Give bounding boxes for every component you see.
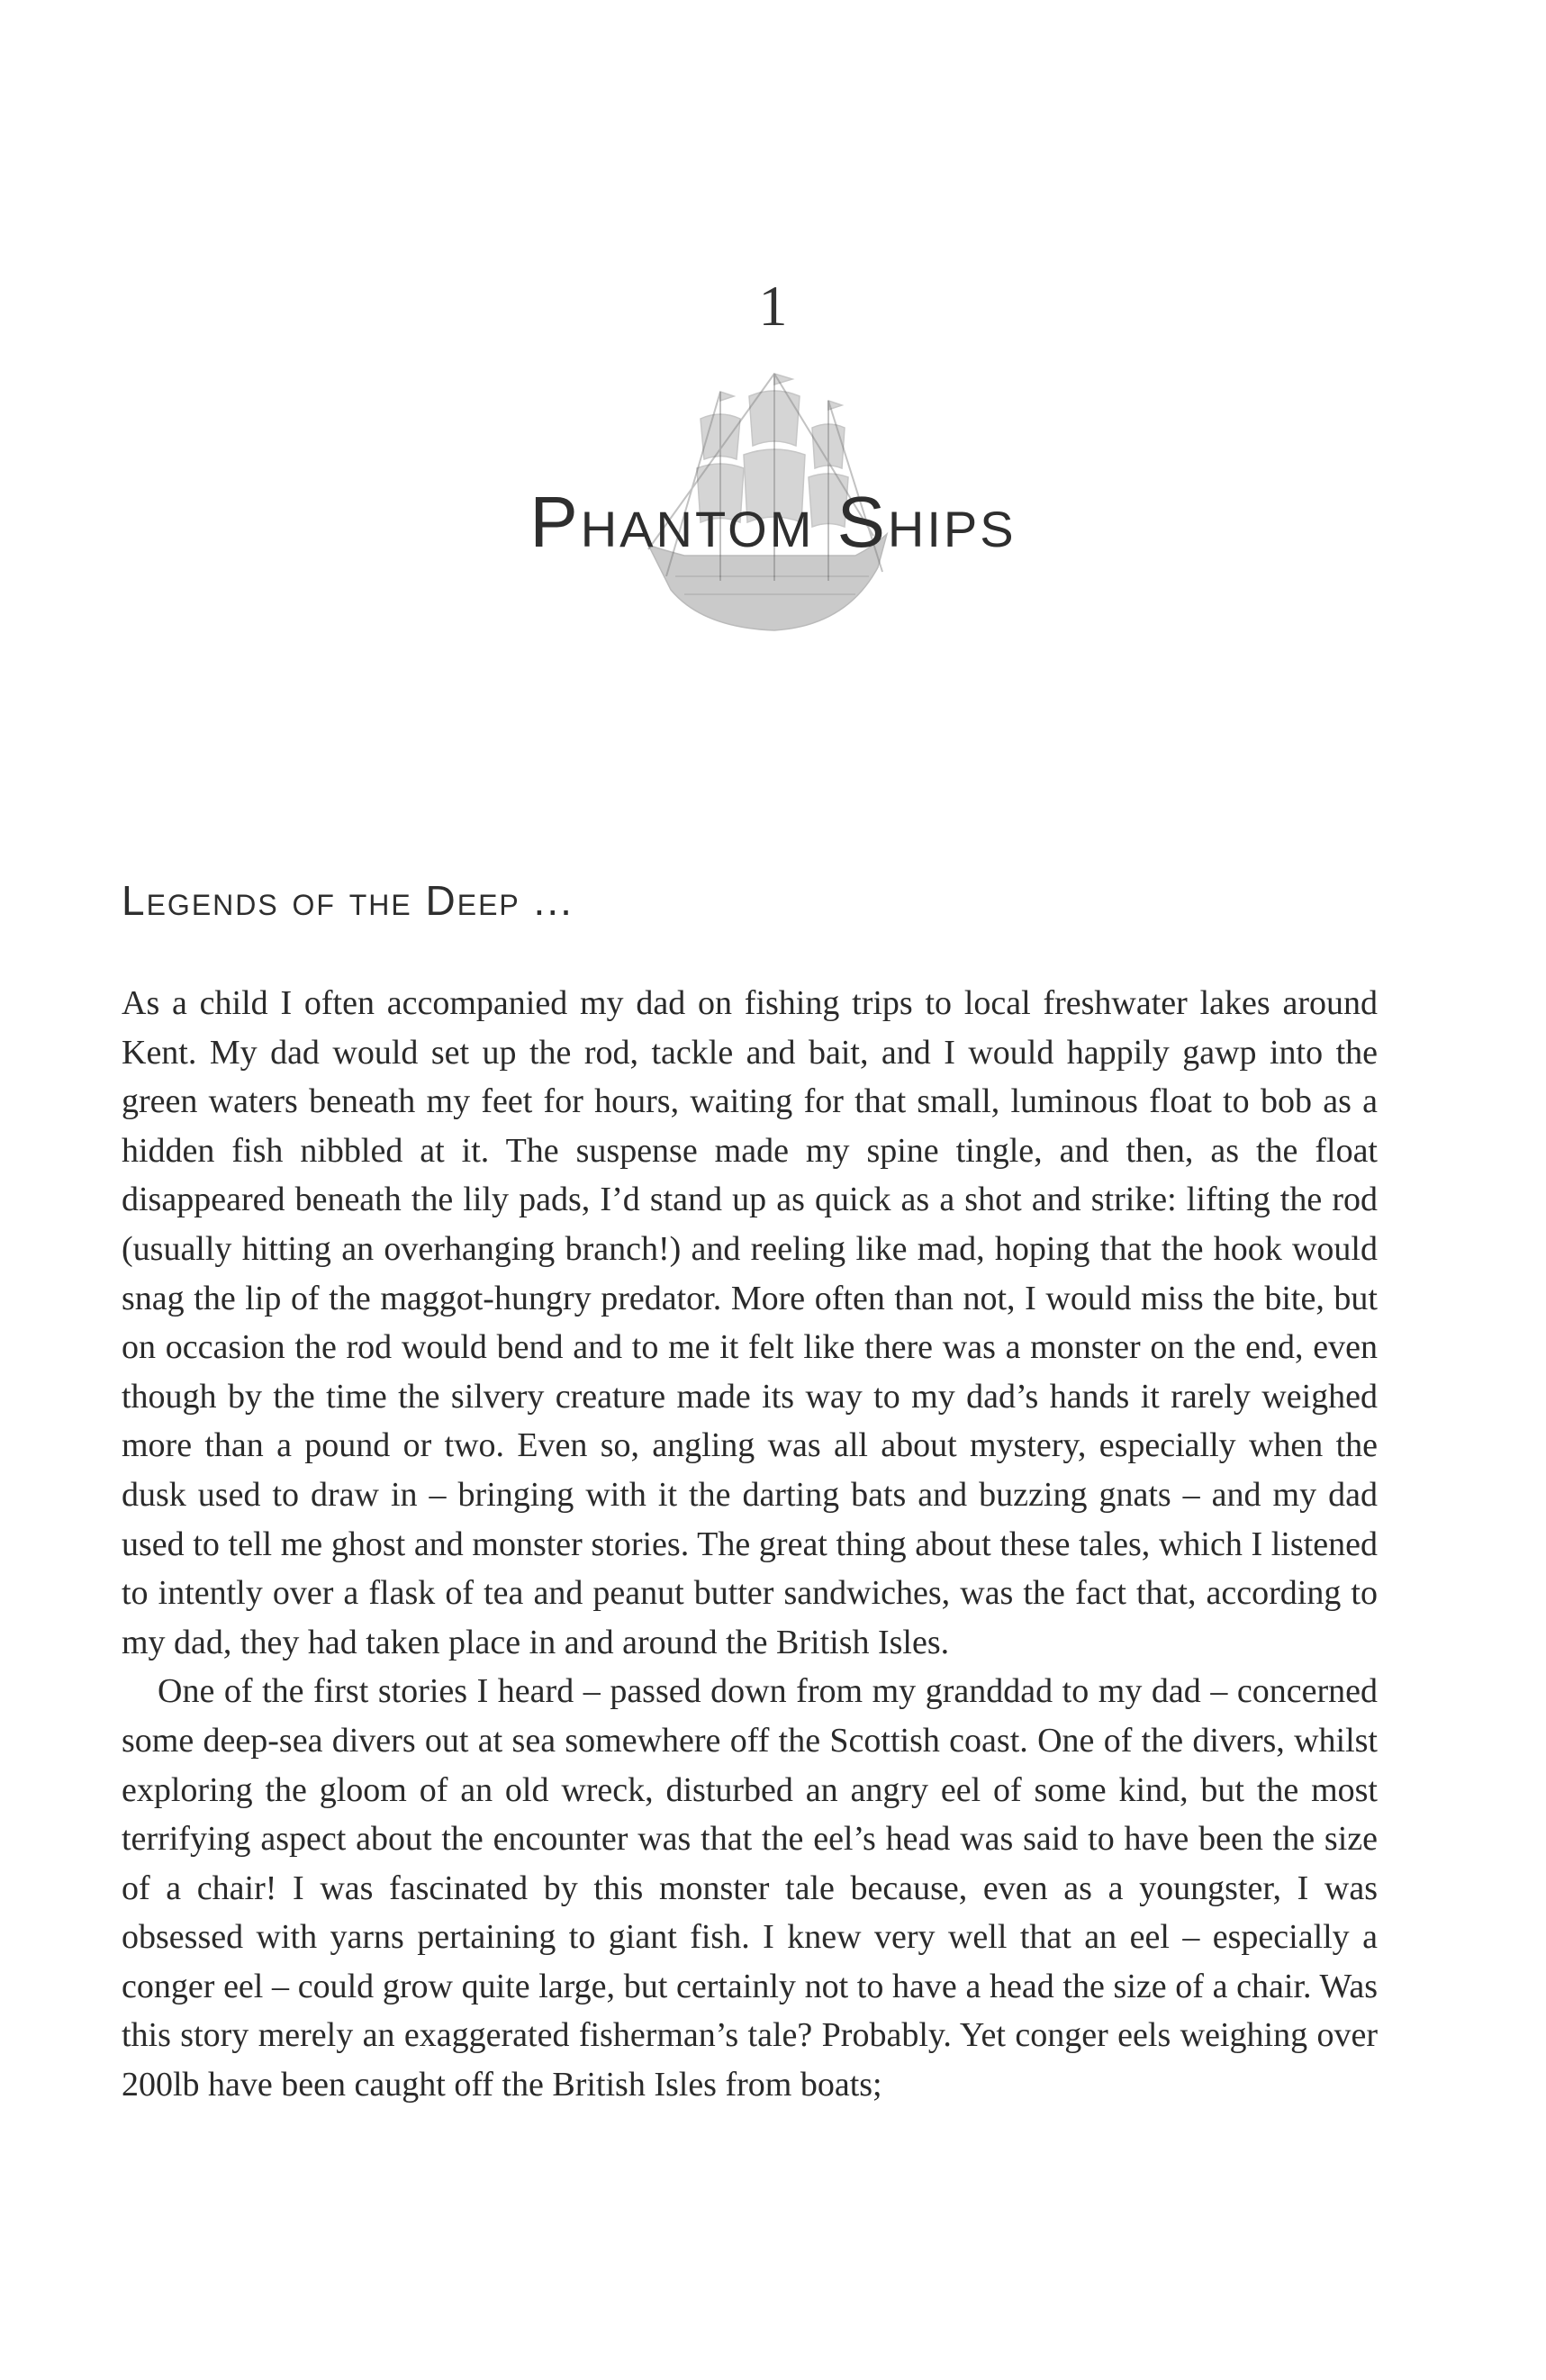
body-text: [122, 979, 1378, 2110]
chapter-number: 1: [758, 274, 788, 338]
paragraph: As a child I often accompanied my dad on fishing trips to local freshwater lakes around Kent. My dad would set up the rod, tackle and bait, and I would happily gawp into the green waters beneath my feet for hours, waiting for that small, luminous float to bob as a hidden fish nibbled at it. The suspense made my spine tingle, and then, as the float disappeared beneath the lily pads, I’d stand up as quick as a shot and strike: lifting the rod (usually hitting an overhanging branch!) and reeling like mad, hoping that the hook would snag the lip of the maggot-hungry predator. More often than not, I would miss the bite, but on occasion the rod would bend and to me it felt like there was a monster on the end, even though by the time the silvery creature made its way to my dad’s hands it rarely weighed more than a pound or two. Even so, angling was all about mystery, especially when the dusk used to draw in – bringing with it the darting bats and buzzing gnats – and my dad used to tell me ghost and monster stories. The great thing about these tales, which I listened to intently over a flask of tea and peanut butter sandwiches, was the fact that, according to my dad, they had taken place in and around the British Isles.: [122, 984, 1378, 1661]
section-heading: Legends of the Deep ...: [122, 877, 574, 924]
paragraph: One of the first stories I heard – passed down from my granddad to my dad – concerned some deep-sea divers out at sea somewhere off the Scottish coast. One of the divers, whilst exploring the gloom of an old wreck, disturbed an angry eel of some kind, but the most terrifying aspect about the encounter was that the eel’s head was said to have been the size of a chair! I was fascinated by this monster tale because, even as a youngster, I was obsessed with yarns pertaining to giant fish. I knew very well that an eel – especially a conger eel – could grow quite large, but certainly not to have a head the size of a chair. Was this story merely an exaggerated fisherman’s tale? Probably. Yet conger eels weighing over 200lb have been caught off the British Isles from boats;: [122, 1672, 1378, 2104]
chapter-title: Phantom Ships: [529, 482, 1017, 562]
